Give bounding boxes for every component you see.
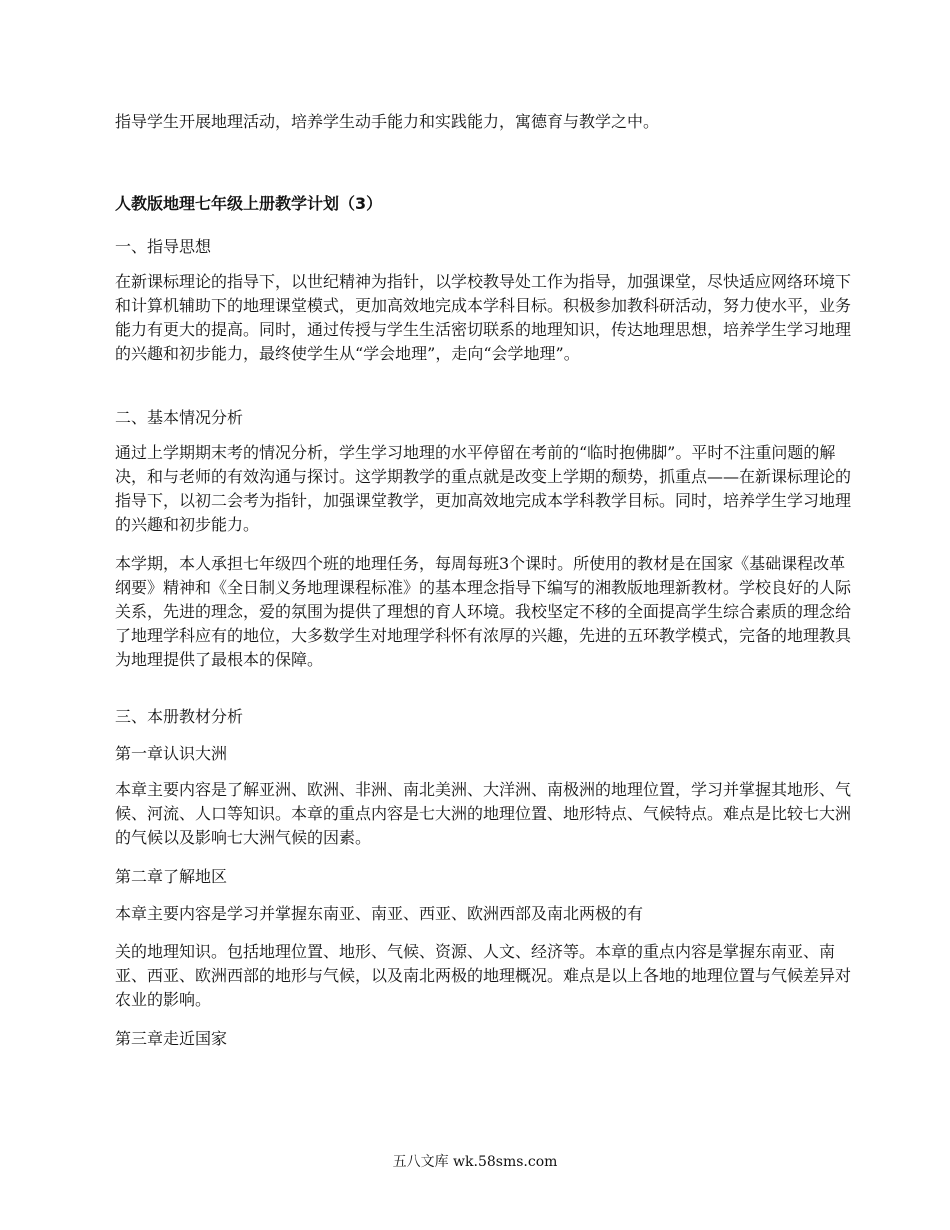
intro-line: 指导学生开展地理活动，培养学生动手能力和实践能力，寓德育与教学之中。 bbox=[115, 112, 660, 131]
section2-body-1: 通过上学期期末考的情况分析，学生学习地理的水平停留在考前的“临时抱佛脚”。平时不注重问题的解决，和与老师的有效沟通与探讨。这学期教学的重点就是改变上学期的颓势，抓重点——在新课标理论的指导下，以初二会考为指针，加强课堂教学，更加高效地完成本学科教学目标。同时，培养学生学习地理的兴趣和初步能力。 bbox=[115, 443, 852, 534]
document-title: 人教版地理七年级上册教学计划（3） bbox=[115, 194, 383, 213]
section1-heading: 一、指导思想 bbox=[115, 237, 212, 256]
chapter3-heading: 第三章走近国家 bbox=[115, 1029, 228, 1048]
footer-site-label: 五八文库 wk.58sms.com bbox=[392, 1154, 558, 1170]
section3-heading: 三、本册教材分析 bbox=[115, 707, 244, 726]
section2-body-2: 本学期，本人承担七年级四个班的地理任务，每周每班3个课时。所使用的教材是在国家《基础课程改革纲要》精神和《全日制义务地理课程标准》的基本理念指导下编写的湘教版地理新教材。学校良好的人际关系，先进的理念，爱的氛围为提供了理想的育人环境。我校坚定不移的全面提高学生综合素质的理念给了地理学科应有的地位，大多数学生对地理学科怀有浓厚的兴趣，先进的五环教学模式，完备的地理教具为地理提供了最根本的保障。 bbox=[115, 554, 852, 669]
chapter2-body-1: 本章主要内容是学习并掌握东南亚、南亚、西亚、欧洲西部及南北两极的有 bbox=[115, 904, 644, 923]
chapter1-heading: 第一章认识大洲 bbox=[115, 744, 228, 763]
section2-heading: 二、基本情况分析 bbox=[115, 408, 244, 427]
section1-body: 在新课标理论的指导下，以世纪精神为指针，以学校教导处工作为指导，加强课堂，尽快适应网络环境下和计算机辅助下的地理课堂模式，更加高效地完成本学科目标。积极参加教科研活动，努力使水平，业务能力有更大的提高。同时，通过传授与学生生活密切联系的地理知识，传达地理思想，培养学生学习地理的兴趣和初步能力，最终使学生从“学会地理”，走向“会学地理”。 bbox=[115, 272, 852, 363]
chapter2-heading: 第二章了解地区 bbox=[115, 867, 228, 886]
chapter1-body: 本章主要内容是了解亚洲、欧洲、非洲、南北美洲、大洋洲、南极洲的地理位置，学习并掌握其地形、气候、河流、人口等知识。本章的重点内容是七大洲的地理位置、地形特点、气候特点。难点是比较七大洲的气候以及影响七大洲气候的因素。 bbox=[115, 780, 852, 847]
chapter2-body-2: 关的地理知识。包括地理位置、地形、气候、资源、人文、经济等。本章的重点内容是掌握东南亚、南亚、西亚、欧洲西部的地形与气候，以及南北两极的地理概况。难点是以上各地的地理位置与气候差异对农业的影响。 bbox=[115, 942, 852, 1009]
